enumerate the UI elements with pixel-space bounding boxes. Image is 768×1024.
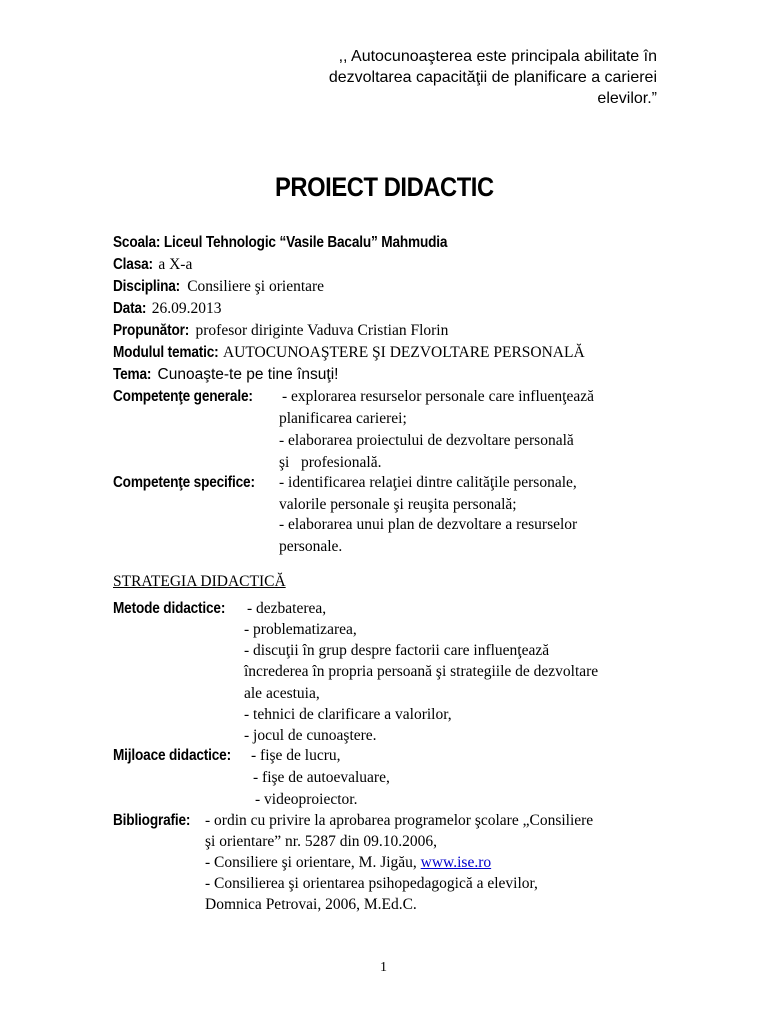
row-propunator xyxy=(113,320,448,342)
modul-label: Modulul tematic: xyxy=(113,344,219,361)
row-tema xyxy=(113,364,338,386)
mijloace-line: - fişe de lucru, xyxy=(251,747,341,764)
bibliografie-line: şi orientare” nr. 5287 din 09.10.2006, xyxy=(205,833,438,850)
metode-line: încrederea în propria persoană şi strategiile de dezvoltare xyxy=(244,663,599,680)
quote-line-2: dezvoltarea capacităţii de planificare a carierei xyxy=(328,69,657,86)
metode-line: - discuţii în grup despre factorii care influenţează xyxy=(244,642,550,659)
cg-line: - explorarea resurselor personale care influenţează xyxy=(282,388,594,405)
modul-value: AUTOCUNOAŞTERE ŞI DEZVOLTARE PERSONALĂ xyxy=(222,344,585,361)
row-mijloace xyxy=(113,745,247,767)
row-competente-generale xyxy=(113,386,272,408)
ise-link[interactable]: www.ise.ro xyxy=(420,854,492,871)
page-number: 1 xyxy=(380,960,387,975)
data-value: 26.09.2013 xyxy=(151,300,222,317)
row-disciplina xyxy=(113,276,324,298)
mijloace-label: Mijloace didactice: xyxy=(113,747,231,764)
competente-generale-label: Competenţe generale: xyxy=(113,388,253,405)
row-scoala xyxy=(113,232,493,254)
disciplina-value: Consiliere şi orientare xyxy=(187,278,325,295)
quote-line-1: ,, Autocunoaşterea este principala abilitate în xyxy=(338,48,657,65)
row-bibliografie xyxy=(113,810,201,832)
metode-line: - jocul de cunoaştere. xyxy=(244,727,377,744)
bibliografie-line: - Consilierea şi orientarea psihopedagogică a elevilor, xyxy=(205,875,538,892)
row-modul xyxy=(113,342,585,364)
tema-value: Cunoaşte-te pe tine însuţi! xyxy=(157,366,339,383)
bibliografie-line: - Consiliere şi orientare, M. Jigău, xyxy=(205,854,417,871)
row-clasa xyxy=(113,254,192,276)
mijloace-line: - fişe de autoevaluare, xyxy=(253,769,390,786)
row-competente-specifice xyxy=(113,472,274,494)
competente-specifice-label: Competenţe specifice: xyxy=(113,474,255,491)
row-metode xyxy=(113,598,241,620)
clasa-value: a X-a xyxy=(158,256,193,273)
scoala-label: Scoala: Liceul Tehnologic “Vasile Bacalu” Mahmudia xyxy=(113,234,448,251)
row-data xyxy=(113,298,222,320)
cs-line: - elaborarea unui plan de dezvoltare a resurselor xyxy=(279,516,578,533)
clasa-label: Clasa: xyxy=(113,256,153,273)
bibliografie-line: - ordin cu privire la aprobarea programelor şcolare „Consiliere xyxy=(205,812,594,829)
metode-line: - dezbaterea, xyxy=(247,600,327,617)
tema-label: Tema: xyxy=(113,366,152,383)
propunator-label: Propunător: xyxy=(113,322,190,339)
propunator-value: profesor diriginte Vaduva Cristian Florin xyxy=(195,322,449,339)
strategia-heading: STRATEGIA DIDACTICĂ xyxy=(113,573,286,590)
quote-line-3: elevilor.” xyxy=(597,90,657,107)
disciplina-label: Disciplina: xyxy=(113,278,181,295)
cs-line: - identificarea relaţiei dintre calităţile personale, xyxy=(279,474,577,491)
bibliografie-label: Bibliografie: xyxy=(113,812,191,829)
metode-line: - tehnici de clarificare a valorilor, xyxy=(244,706,452,723)
bibliografie-line: Domnica Petrovai, 2006, M.Ed.C. xyxy=(205,896,417,913)
document-title: PROIECT DIDACTIC xyxy=(275,172,494,202)
bibliografie-line-with-link xyxy=(205,852,491,874)
cg-line: planificarea carierei; xyxy=(279,410,407,427)
cg-line: şi profesională. xyxy=(279,454,382,471)
cg-line: - elaborarea proiectului de dezvoltare personală xyxy=(279,432,574,449)
metode-label: Metode didactice: xyxy=(113,600,226,617)
data-label: Data: xyxy=(113,300,147,317)
metode-line: - problematizarea, xyxy=(244,621,357,638)
mijloace-line: - videoproiector. xyxy=(255,791,358,808)
epigraph-quote xyxy=(329,46,657,109)
cs-line: personale. xyxy=(279,538,343,555)
metode-line: ale acestuia, xyxy=(244,685,320,702)
cs-line: valorile personale şi reuşita personală; xyxy=(279,496,517,513)
